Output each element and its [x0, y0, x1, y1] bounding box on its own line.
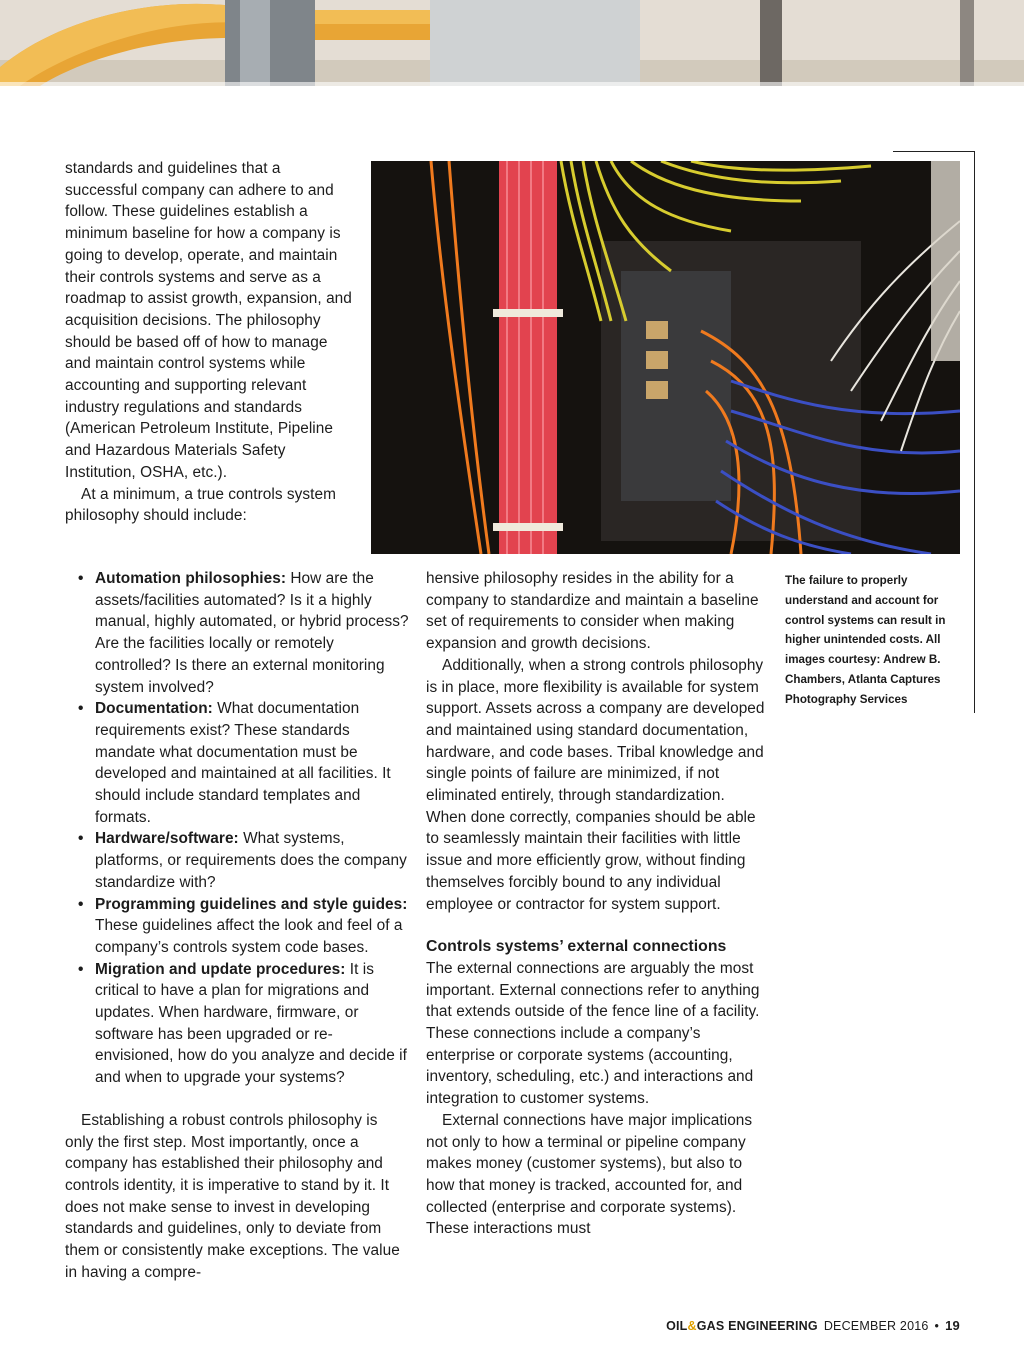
page-number: 19: [945, 1318, 960, 1333]
network-cables-photo: [371, 161, 960, 554]
list-item-text: These guidelines affect the look and feel of a company’s controls system code bases.: [95, 917, 403, 956]
header-photo: [0, 0, 1024, 86]
list-item: [65, 698, 410, 828]
section-heading: Controls systems’ external connections: [426, 938, 727, 956]
list-item-text: What documentation requirements exist? These standards mandate what documentation must be developed and maintained at all facilities. It should include standard templates and formats.: [95, 700, 391, 826]
body-paragraph: hensive philosophy resides in the ability for a company to standardize and maintain a baseline set of requirements to consider when making expansion and growth decisions.: [426, 570, 759, 653]
list-item-term: Migration and update procedures:: [95, 960, 346, 978]
body-paragraph: Establishing a robust controls philosophy is only the first step. Most importantly, once a company has established their philosophy and controls identity, it is imperative to stand by it. It does not make sense to invest in developing standards and guidelines, only to deviate from them or consistently make exceptions. The value in having a compre-: [65, 1111, 400, 1281]
body-paragraph: At a minimum, a true controls system philosophy should include:: [65, 485, 336, 525]
left-column-lower: [65, 568, 410, 1284]
frame-line: [893, 151, 975, 152]
left-column-upper: [65, 158, 355, 527]
philosophy-list: [65, 568, 410, 1089]
list-item: [65, 959, 410, 1089]
list-item-text: It is critical to have a plan for migrations and updates. When hardware, firmware, or software has been upgraded or re-envisioned, how do you analyze and decide if and when to upgrade your systems?: [95, 960, 407, 1087]
list-item-term: Hardware/software:: [95, 830, 239, 848]
frame-line: [974, 151, 975, 713]
body-paragraph: standards and guidelines that a successful company can adhere to and follow. These guidelines establish a minimum baseline for how a company is going to develop, operate, and maintain their controls systems and serve as a roadmap to assist growth, expansion, and acquisition decisions. The philosophy should be based off of how to manage and maintain control systems while accounting and supporting relevant industry regulations and standards (American Petroleum Institute, Pipeline and Hazardous Materials Safety Institution, OSHA, etc.).: [65, 160, 352, 481]
brand-part: GAS ENGINEERING: [696, 1318, 818, 1333]
middle-column: [426, 568, 766, 1240]
brand-part: OIL: [666, 1318, 688, 1333]
list-item-term: Documentation:: [95, 700, 213, 718]
body-paragraph: Additionally, when a strong controls philosophy is in place, more flexibility is available for system support. Assets across a company are developed and maintained using standard documentation, hardware, and code bases. Tribal knowledge and single points of failure are minimized, if not eliminated entirely, through standardization. When done correctly, companies should be able to seamlessly maintain their facilities with little issue and more efficiently grow, without finding themselves forcibly bound to any individual employee or contractor for system support.: [426, 656, 765, 913]
photo-caption: The failure to properly understand and account for control systems can result in higher unintended costs. All images courtesy: Andrew B. Chambers, Atlanta Captures Photography Services: [785, 574, 946, 706]
list-item-text: How are the assets/facilities automated? Is it a highly manual, highly automated, or hybrid process? Are the facilities locally or remotely controlled? Is there an external monitoring system involved?: [95, 570, 409, 696]
list-item-term: Programming guidelines and style guides:: [95, 895, 408, 913]
page-footer: [666, 1318, 960, 1333]
list-item: [65, 828, 410, 893]
magazine-name: [666, 1319, 818, 1333]
list-item: [65, 894, 410, 959]
list-item: [65, 568, 410, 698]
list-item-term: Automation philosophies:: [95, 570, 287, 587]
brand-ampersand: &: [687, 1318, 697, 1333]
body-paragraph: The external connections are arguably the most important. External connections refer to anything that extends outside of the fence line of a facility. These connections include a company’s enterprise or corporate systems (accounting, inventory, scheduling, etc.) and interactions and integration to customer systems.: [426, 959, 760, 1108]
body-paragraph: External connections have major implications not only to how a terminal or pipeline company makes money (customer systems), but also to how that money is tracked, accounted for, and collected (enterprise and corporate systems). These interactions must: [426, 1111, 753, 1238]
separator-dot: •: [934, 1318, 940, 1333]
issue-date: DECEMBER 2016: [823, 1318, 929, 1333]
list-item-text: What systems, platforms, or requirements does the company standardize with?: [95, 830, 407, 891]
